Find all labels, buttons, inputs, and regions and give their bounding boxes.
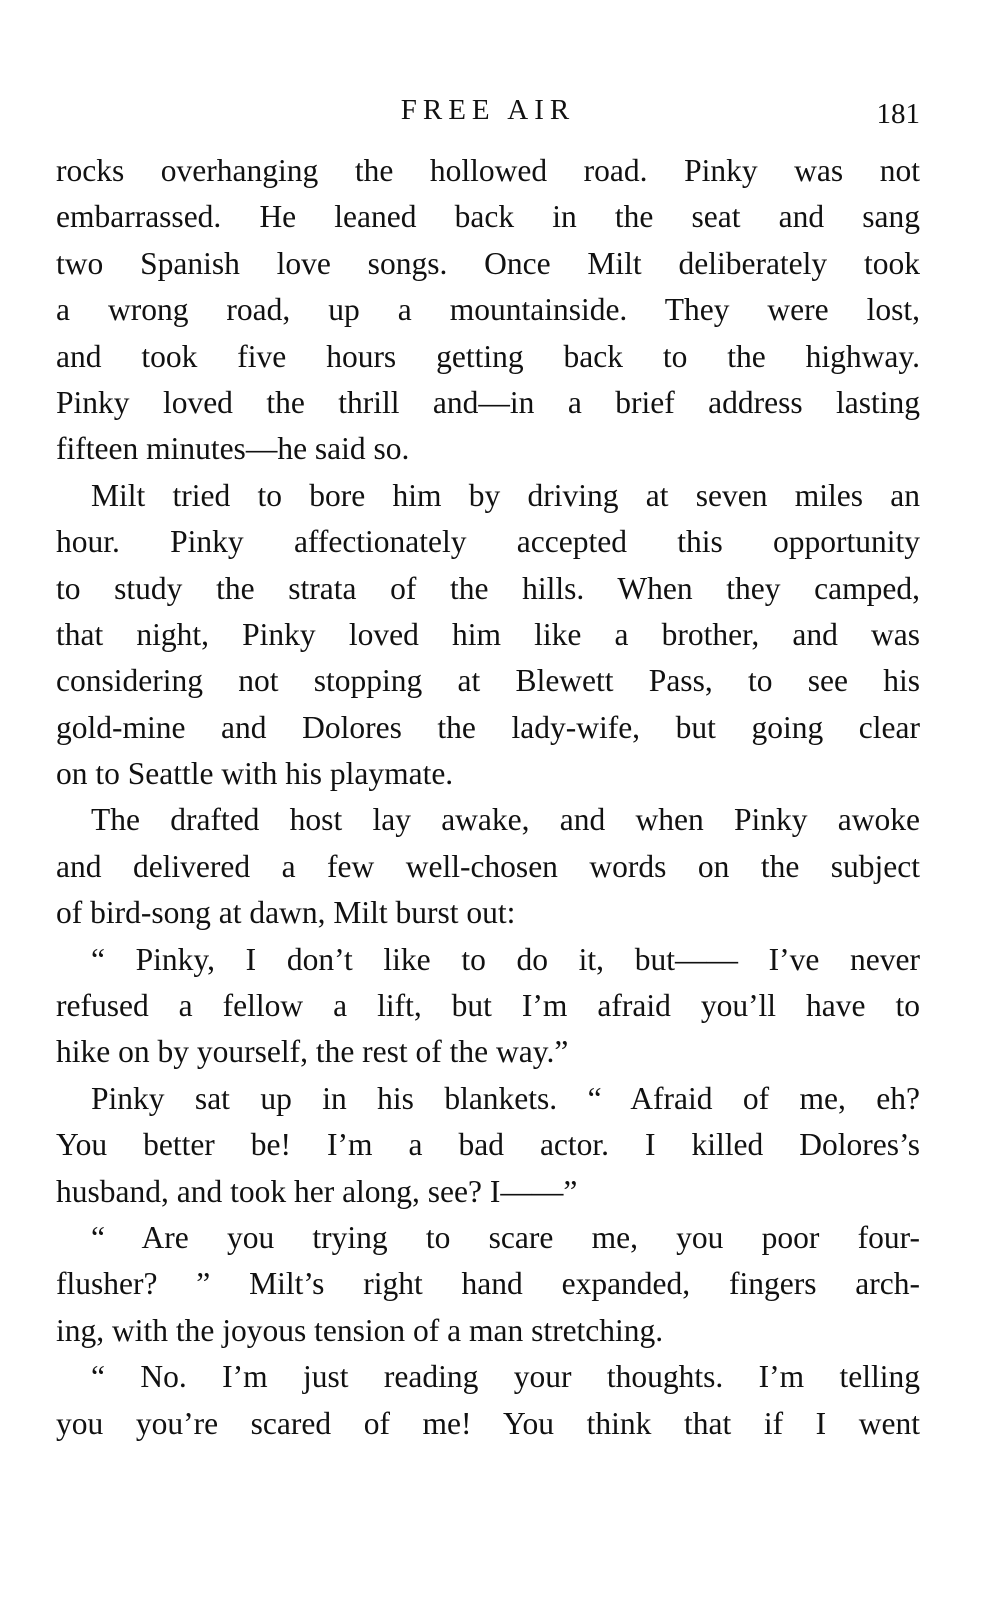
text-line: embarrassed. He leaned back in the seat and sang [56, 199, 920, 235]
paragraph [56, 1215, 920, 1354]
text-line: ing, with the joyous tension of a man stretching. [56, 1312, 664, 1348]
text-line: and took five hours getting back to the highway. [56, 338, 920, 374]
text-line: rocks overhanging the hollowed road. Pinky was not [56, 153, 920, 188]
text-line: “ Are you trying to scare me, you poor four- [91, 1219, 920, 1255]
paragraph [56, 937, 920, 1076]
text-line: to study the strata of the hills. When they camped, [56, 570, 920, 606]
text-line: refused a fellow a lift, but I’m afraid you’ll have to [56, 988, 920, 1024]
text-line: two Spanish love songs. Once Milt deliberately took [56, 245, 920, 281]
text-line: on to Seattle with his playmate. [56, 756, 454, 792]
running-title: FREE AIR [400, 94, 576, 126]
text-line: The drafted host lay awake, and when Pinky awoke [91, 802, 920, 838]
text-line: Pinky sat up in his blankets. “ Afraid of me, eh? [91, 1080, 920, 1116]
text-line: husband, and took her along, see? I——” [56, 1173, 578, 1209]
text-line: hike on by yourself, the rest of the way.” [56, 1034, 569, 1070]
text-line: flusher? ” Milt’s right hand expanded, fingers arch- [56, 1266, 920, 1302]
text-line: “ Pinky, I don’t like to do it, but—— I’ve never [91, 941, 920, 977]
body-text [56, 148, 920, 1447]
text-line: fifteen minutes—he said so. [56, 431, 410, 467]
text-line: that night, Pinky loved him like a brother, and was [56, 616, 920, 652]
paragraph [56, 797, 920, 936]
text-line: hour. Pinky affectionately accepted this opportunity [56, 524, 920, 560]
paragraph [56, 1354, 920, 1447]
text-line: You better be! I’m a bad actor. I killed Dolores’s [56, 1127, 920, 1163]
text-line: “ No. I’m just reading your thoughts. I’m telling [91, 1359, 920, 1395]
text-line: gold-mine and Dolores the lady-wife, but going clear [56, 709, 920, 745]
text-line: Pinky loved the thrill and—in a brief address lasting [56, 384, 920, 420]
text-line: considering not stopping at Blewett Pass, to see his [56, 663, 920, 699]
text-line: a wrong road, up a mountainside. They were lost, [56, 292, 920, 328]
page-header [56, 88, 920, 132]
text-line: you you’re scared of me! You think that if I went [56, 1405, 920, 1441]
page-number: 181 [876, 98, 920, 130]
paragraph [56, 473, 920, 798]
paragraph [56, 148, 920, 473]
text-line: Milt tried to bore him by driving at seven miles an [91, 477, 920, 513]
text-line: of bird-song at dawn, Milt burst out: [56, 895, 516, 931]
text-line: and delivered a few well-chosen words on the subject [56, 848, 920, 884]
paragraph [56, 1076, 920, 1215]
